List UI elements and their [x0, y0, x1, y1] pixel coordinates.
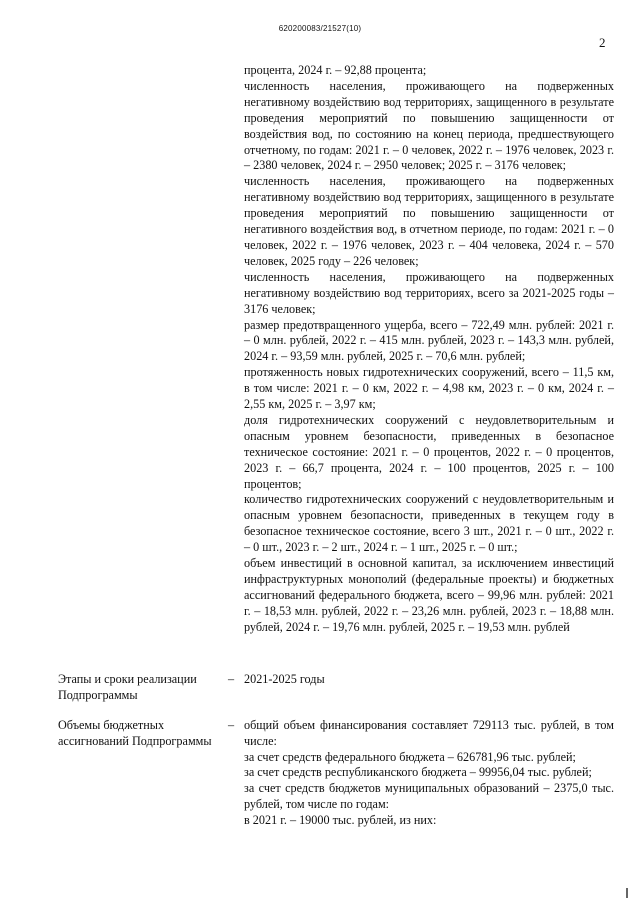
indicator-paragraph: доля гидротехнических сооружений с неудовлетворительным и опасным уровнем безопасности, приведенных в безопасное техническое состояние: 2021 г. – 0 процентов, 2022 г. – 0 процентов, 2023 г. – 66,7 процента, 2024 г. – 100 процентов, 2025 г. – 100 процентов; — [244, 412, 614, 491]
page-number: 2 — [599, 35, 606, 50]
budget-value — [244, 718, 614, 829]
budget-line: за счет средств республиканского бюджета – 99956,04 тыс. рублей; — [244, 765, 592, 780]
budget-line: в 2021 г. – 19000 тыс. рублей, из них: — [244, 812, 437, 827]
budget-line: за счет средств федерального бюджета – 626781,96 тыс. рублей; — [244, 749, 576, 764]
indicator-paragraph: процента, 2024 г. – 92,88 процента; — [244, 63, 427, 77]
budget-label: Объемы бюджетных ассигнований Подпрограммы — [58, 718, 212, 748]
budget-dash: – — [228, 718, 235, 732]
indicator-paragraph: протяженность новых гидротехнических сооружений, всего – 11,5 км, в том числе: 2021 г. – 0 км, 2022 г. – 4,98 км, 2023 г. – 0 км, 2024 г. – 2,55 км, 2025 г. – 3,97 км; — [244, 365, 614, 412]
indicator-paragraph: размер предотвращенного ущерба, всего – 722,49 млн. рублей: 2021 г. – 0 млн. рублей, 2022 г. – 415 млн. рублей, 2023 г. – 143,3 млн. рублей, 2024 г. – 93,59 млн. рублей, 2025 г. – 70,6 млн. рублей; — [244, 317, 614, 364]
indicator-paragraph: численность населения, проживающего на подверженных негативному воздействию вод территориях, защищенного в результате проведения мероприятий по повышению защищенности от воздействия вод, по состоянию на конец периода, предшествующего отчетному, по годам: 2021 г. – 0 человек, 2022 г. – 1976 человек, 2023 г. – 2380 человек, 2024 г. – 2950 человек; 2025 г. – 3176 человек; — [244, 78, 614, 173]
stages-value: 2021-2025 годы — [244, 672, 325, 686]
stages-dash: – — [228, 672, 235, 686]
document-id: 620200083/21527(10) — [278, 24, 362, 33]
indicator-paragraph: объем инвестиций в основной капитал, за исключением инвестиций инфраструктурных монополий (федеральные проекты) и бюджетных ассигнований федерального бюджета, всего – 99,96 млн. рублей: 2021 г. – 18,53 млн. рублей, 2022 г. – 23,26 млн. рублей, 2023 г. – 18,88 млн. рублей, 2024 г. – 19,76 млн. рублей, 2025 г. – 19,53 млн. рублей — [244, 556, 614, 634]
stages-label: Этапы и сроки реализации Подпрограммы — [58, 672, 197, 702]
budget-line: за счет средств бюджетов муниципальных образований – 2375,0 тыс. рублей, том числе по годам: — [244, 781, 614, 811]
indicator-paragraph: численность населения, проживающего на подверженных негативному воздействию вод территориях, защищенного в результате проведения мероприятий по повышению защищенности от негативного воздействия вод, в отчетном периоде, по годам: 2021 г. – 0 человек, 2022 г. – 1976 человек, 2023 г. – 404 человека, 2024 г. – 570 человек, 2025 году – 226 человек; — [244, 174, 614, 268]
budget-line: общий объем финансирования составляет 729113 тыс. рублей, в том числе: — [244, 718, 614, 748]
indicators-block — [244, 63, 614, 636]
scan-artifact — [626, 888, 628, 898]
indicator-paragraph: численность населения, проживающего на подверженных негативному воздействию вод территориях, всего за 2021-2025 годы – 3176 человек; — [244, 269, 614, 316]
indicator-paragraph: количество гидротехнических сооружений с неудовлетворительным и опасным уровнем безопасности, приведенных в текущем году в безопасное техническое состояние, всего 3 шт., 2021 г. – 0 шт., 2022 г. – 0 шт., 2023 г. – 2 шт., 2024 г. – 1 шт., 2025 г. – 0 шт.; — [244, 492, 614, 555]
